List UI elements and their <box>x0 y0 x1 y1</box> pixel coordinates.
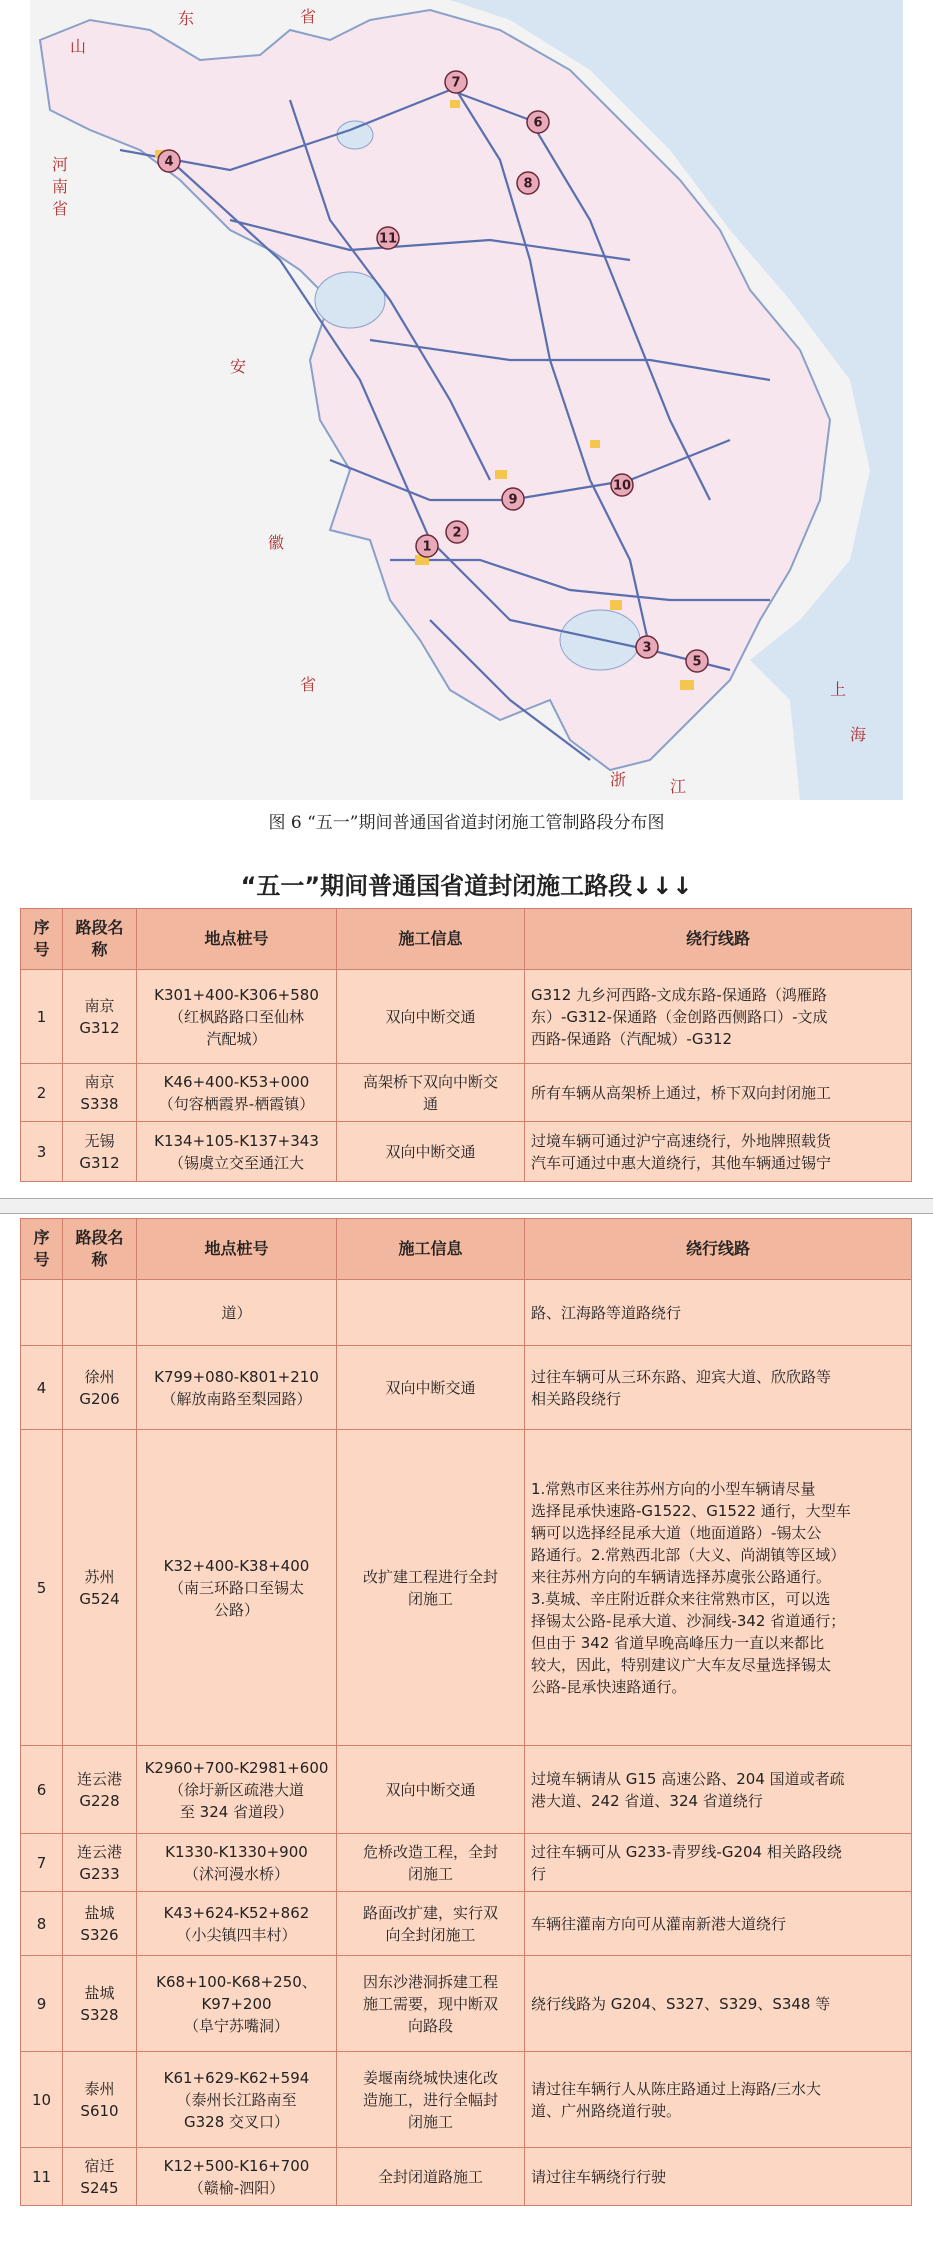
cell-line: 双向中断交通 <box>385 1378 476 1397</box>
cell-line: 向路段 <box>407 2016 453 2035</box>
cell-line: 公路） <box>213 1600 259 1619</box>
cell-line: 路、江海路等道路绕行 <box>531 1303 682 1322</box>
section-marker <box>445 71 467 93</box>
cell-line: 3.莫城、辛庄附近群众来往常熟市区，可以选 <box>531 1589 831 1608</box>
cell-line: K799+080-K801+210 <box>154 1367 319 1386</box>
neighbor-label: 山 <box>70 37 87 56</box>
cell-line: 辆可以选择经昆承大道（地面道路）-锡太公 <box>531 1523 822 1542</box>
cell-line: （解放南路至梨园路） <box>161 1389 312 1408</box>
cell-line: S245 <box>80 2178 119 2197</box>
cell-line: S338 <box>80 1094 119 1113</box>
cell-line: K46+400-K53+000 <box>163 1072 310 1091</box>
cell-line: K2960+700-K2981+600 <box>144 1758 329 1777</box>
cell-line: （句容栖霞界-栖霞镇） <box>158 1094 315 1113</box>
closure-table-page-1 <box>20 908 912 1182</box>
cell-line: （沭河漫水桥） <box>183 1864 289 1883</box>
cell-seq: 2 <box>21 1064 63 1122</box>
cell-line: 公路-昆承快速路通行。 <box>531 1677 687 1696</box>
cell-line: 东）-G312-保通路（金创路西侧路口）-文成 <box>531 1007 828 1026</box>
cell-line: S328 <box>80 2005 119 2024</box>
cell-detour <box>525 970 912 1064</box>
cell-name <box>63 2052 137 2148</box>
cell-name <box>63 1892 137 1956</box>
cell-line: 港大道、242 省道、324 省道绕行 <box>531 1791 763 1810</box>
header-seq: 序号 <box>21 909 63 970</box>
cell-seq: 8 <box>21 1892 63 1956</box>
cell-line: 路通行。2.常熟西北部（大义、尚湖镇等区域） <box>531 1545 846 1564</box>
section-marker <box>686 650 708 672</box>
table-row <box>21 1064 912 1122</box>
cell-info <box>337 1956 525 2052</box>
marker-number: 9 <box>508 492 518 508</box>
cell-name <box>63 2148 137 2206</box>
cell-seq: 4 <box>21 1346 63 1430</box>
cell-line: 向全封闭施工 <box>385 1925 476 1944</box>
cell-line: 改扩建工程进行全封 <box>362 1567 498 1586</box>
cell-line: 造施工，进行全幅封 <box>362 2090 498 2109</box>
cell-line: S610 <box>80 2101 119 2120</box>
cell-line: 相关路段绕行 <box>531 1389 622 1408</box>
cell-info <box>337 1834 525 1892</box>
cell-km <box>137 1746 337 1834</box>
cell-km <box>137 1064 337 1122</box>
header-detour: 绕行线路 <box>525 909 912 970</box>
section-marker <box>527 111 549 133</box>
marker-number: 7 <box>451 75 461 91</box>
cell-line: K61+629-K62+594 <box>163 2068 310 2087</box>
cell-km <box>137 1430 337 1746</box>
cell-line: 至 324 省道段） <box>179 1802 294 1821</box>
cell-line: 择锡太公路-昆承大道、沙洞线-342 省道通行； <box>531 1611 846 1630</box>
marker-number: 6 <box>533 115 543 131</box>
neighbor-label: 江 <box>670 777 687 796</box>
cell-line: 闭施工 <box>407 1589 453 1608</box>
cell-line: 选择昆承快速路-G1522、G1522 通行，大型车 <box>531 1501 851 1520</box>
cell-detour <box>525 1746 912 1834</box>
section-marker <box>636 636 658 658</box>
cell-line: 较大，因此，特别建议广大车友尽量选择锡太 <box>531 1655 832 1674</box>
table-row <box>21 970 912 1064</box>
cell-name <box>63 1430 137 1746</box>
cell-line: 宿迁 <box>84 2156 115 2175</box>
table-row <box>21 1280 912 1346</box>
cell-line: 全封闭道路施工 <box>377 2167 483 2186</box>
marker-number: 1 <box>422 539 432 555</box>
cell-line: 汽配城） <box>206 1029 267 1048</box>
neighbor-label: 东 <box>178 9 195 28</box>
cell-detour <box>525 1956 912 2052</box>
section-marker <box>377 227 399 249</box>
header-info: 施工信息 <box>337 909 525 970</box>
cell-line: 无锡 <box>84 1131 115 1150</box>
page-break <box>0 1198 933 1214</box>
neighbor-label: 南 <box>52 177 69 196</box>
cell-line: 危桥改造工程，全封 <box>362 1842 498 1861</box>
neighbor-label: 省 <box>300 7 317 26</box>
section-marker <box>502 488 524 510</box>
cell-line: （泰州长江路南至 <box>176 2090 297 2109</box>
cell-line: 1.常熟市区来往苏州方向的小型车辆请尽量 <box>531 1479 816 1498</box>
header-km: 地点桩号 <box>137 909 337 970</box>
cell-name <box>63 970 137 1064</box>
cell-seq: 7 <box>21 1834 63 1892</box>
marker-number: 10 <box>612 478 632 494</box>
cell-line: （南三环路口至锡太 <box>168 1578 304 1597</box>
neighbor-label: 省 <box>300 675 317 694</box>
cell-name <box>63 1346 137 1430</box>
cell-km <box>137 970 337 1064</box>
cell-info <box>337 1430 525 1746</box>
header-info: 施工信息 <box>337 1219 525 1280</box>
cell-line: G206 <box>79 1389 120 1408</box>
cell-info <box>337 1892 525 1956</box>
neighbor-label: 徽 <box>268 533 285 552</box>
cell-seq: 6 <box>21 1746 63 1834</box>
cell-seq: 1 <box>21 970 63 1064</box>
cell-info <box>337 1064 525 1122</box>
table-row <box>21 1956 912 2052</box>
cell-seq: 9 <box>21 1956 63 2052</box>
neighbor-label: 安 <box>230 357 247 376</box>
cell-line: K1330-K1330+900 <box>165 1842 308 1861</box>
cell-line: 姜堰南绕城快速化改 <box>362 2068 498 2087</box>
section-marker <box>416 535 438 557</box>
cell-detour <box>525 2052 912 2148</box>
cell-line: 南京 <box>84 996 115 1015</box>
marker-number: 11 <box>378 231 398 247</box>
cell-line: 过往车辆可从三环东路、迎宾大道、欣欣路等 <box>531 1367 832 1386</box>
neighbor-label: 海 <box>850 725 867 744</box>
neighbor-label: 河 <box>52 155 69 174</box>
marker-number: 4 <box>164 154 174 170</box>
cell-line: 过境车辆可通过沪宁高速绕行，外地牌照载货 <box>531 1131 832 1150</box>
cell-line: 请过往车辆绕行行驶 <box>531 2167 667 2186</box>
cell-name <box>63 1834 137 1892</box>
marker-number: 2 <box>452 525 462 541</box>
cell-seq: 11 <box>21 2148 63 2206</box>
cell-info <box>337 2148 525 2206</box>
cell-line: G312 <box>79 1018 120 1037</box>
cell-line: G233 <box>79 1864 120 1883</box>
cell-line: （徐圩新区疏港大道 <box>168 1780 304 1799</box>
section-marker <box>517 172 539 194</box>
cell-line: 请过往车辆行人从陈庄路通过上海路/三水大 <box>531 2079 822 2098</box>
cell-seq: 5 <box>21 1430 63 1746</box>
cell-km <box>137 1956 337 2052</box>
table-header-row <box>21 909 912 970</box>
cell-line: 来往苏州方向的车辆请选择苏虞张公路通行。 <box>531 1567 832 1586</box>
cell-line: （锡虞立交至通江大 <box>168 1153 304 1172</box>
cell-km <box>137 1122 337 1182</box>
cell-line: K12+500-K16+700 <box>163 2156 310 2175</box>
cell-name <box>63 1122 137 1182</box>
cell-line: 苏州 <box>84 1567 115 1586</box>
cell-line: 过往车辆可从 G233-青罗线-G204 相关路段绕 <box>531 1842 842 1861</box>
cell-line: 高架桥下双向中断交 <box>362 1072 498 1091</box>
cell-seq: 10 <box>21 2052 63 2148</box>
cell-km <box>137 1892 337 1956</box>
cell-line: 但由于 342 省道早晚高峰压力一直以来都比 <box>531 1633 825 1652</box>
section-title: “五一”期间普通国省道封闭施工路段↓↓↓ <box>240 872 693 900</box>
cell-line: 因东沙港洞拆建工程 <box>362 1972 498 1991</box>
cell-line: K134+105-K137+343 <box>154 1131 319 1150</box>
cell-line: 双向中断交通 <box>385 1142 476 1161</box>
cell-line: 泰州 <box>84 2079 115 2098</box>
cell-line: 施工需要，现中断双 <box>362 1994 498 2013</box>
cell-name <box>63 1746 137 1834</box>
figure-caption: 图 6 “五一”期间普通国省道封闭施工管制路段分布图 <box>268 813 665 833</box>
cell-line: 通 <box>422 1094 438 1113</box>
cell-detour <box>525 1892 912 1956</box>
cell-km <box>137 1346 337 1430</box>
header-name: 路段名称 <box>63 909 137 970</box>
header-km: 地点桩号 <box>137 1219 337 1280</box>
cell-km <box>137 2052 337 2148</box>
cell-line: S326 <box>80 1925 119 1944</box>
cell-info <box>337 1280 525 1346</box>
cell-line: 路面改扩建，实行双 <box>362 1903 498 1922</box>
cell-line: K68+100-K68+250、 <box>156 1972 317 1991</box>
cell-km <box>137 1834 337 1892</box>
cell-line: 车辆往灌南方向可从灌南新港大道绕行 <box>531 1914 787 1933</box>
cell-km <box>137 1280 337 1346</box>
marker-number: 5 <box>692 654 702 670</box>
cell-line: （阜宁苏嘴洞） <box>183 2016 289 2035</box>
cell-line: K43+624-K52+862 <box>163 1903 310 1922</box>
cell-line: （小尖镇四丰村） <box>176 1925 297 1944</box>
neighbor-label: 浙 <box>610 770 627 789</box>
cell-line: （赣榆-泗阳） <box>188 2178 285 2197</box>
cell-info <box>337 2052 525 2148</box>
marker-number: 8 <box>523 176 533 192</box>
cell-km <box>137 2148 337 2206</box>
cell-line: 绕行线路为 G204、S327、S329、S348 等 <box>531 1994 831 2013</box>
cell-line: （红枫路路口至仙林 <box>168 1007 304 1026</box>
cell-line: 闭施工 <box>407 2112 453 2131</box>
cell-line: G228 <box>79 1791 120 1810</box>
table-row <box>21 1122 912 1182</box>
cell-line: 连云港 <box>76 1842 122 1861</box>
table-row <box>21 2052 912 2148</box>
cell-name <box>63 1064 137 1122</box>
cell-info <box>337 970 525 1064</box>
cell-detour <box>525 1064 912 1122</box>
cell-line: 道） <box>221 1303 252 1322</box>
cell-name <box>63 1956 137 2052</box>
cell-line: 徐州 <box>84 1367 115 1386</box>
closure-table-page-2 <box>20 1218 912 2206</box>
neighbor-label: 省 <box>52 199 69 218</box>
cell-line: 行 <box>531 1864 547 1883</box>
table-row <box>21 1892 912 1956</box>
table-row <box>21 1746 912 1834</box>
section-marker <box>611 474 633 496</box>
cell-detour <box>525 2148 912 2206</box>
table-row <box>21 1346 912 1430</box>
header-name: 路段名称 <box>63 1219 137 1280</box>
cell-detour <box>525 1346 912 1430</box>
cell-line: 盐城 <box>84 1903 115 1922</box>
cell-name <box>63 1280 137 1346</box>
cell-line: G524 <box>79 1589 120 1608</box>
table-header-row <box>21 1219 912 1280</box>
cell-line: G312 <box>79 1153 120 1172</box>
section-marker <box>158 150 180 172</box>
cell-line: 双向中断交通 <box>385 1007 476 1026</box>
cell-detour <box>525 1430 912 1746</box>
cell-seq <box>21 1280 63 1346</box>
cell-line: K301+400-K306+580 <box>154 985 319 1004</box>
cell-seq: 3 <box>21 1122 63 1182</box>
cell-detour <box>525 1122 912 1182</box>
cell-line: 西路-保通路（汽配城）-G312 <box>531 1029 733 1048</box>
map-canvas <box>30 0 903 800</box>
table-row <box>21 1834 912 1892</box>
cell-line: 所有车辆从高架桥上通过，桥下双向封闭施工 <box>531 1083 832 1102</box>
cell-line: 盐城 <box>84 1983 115 2002</box>
cell-info <box>337 1346 525 1430</box>
header-detour: 绕行线路 <box>525 1219 912 1280</box>
cell-line: G328 交叉口） <box>183 2112 290 2131</box>
cell-line: K97+200 <box>201 1994 272 2013</box>
cell-info <box>337 1122 525 1182</box>
cell-detour <box>525 1834 912 1892</box>
cell-info <box>337 1746 525 1834</box>
neighbor-label: 上 <box>830 680 847 699</box>
marker-number: 3 <box>642 640 652 656</box>
cell-line: G312 九乡河西路-文成东路-保通路（鸿雁路 <box>531 985 827 1004</box>
cell-detour <box>525 1280 912 1346</box>
table-row <box>21 1430 912 1746</box>
cell-line: 道、广州路绕道行驶。 <box>531 2101 682 2120</box>
section-marker <box>446 521 468 543</box>
cell-line: 闭施工 <box>407 1864 453 1883</box>
cell-line: K32+400-K38+400 <box>163 1556 310 1575</box>
cell-line: 连云港 <box>76 1769 122 1788</box>
cell-line: 汽车可通过中惠大道绕行，其他车辆通过锡宁 <box>531 1153 832 1172</box>
province-map <box>30 0 903 800</box>
cell-line: 南京 <box>84 1072 115 1091</box>
table-row <box>21 2148 912 2206</box>
cell-line: 过境车辆请从 G15 高速公路、204 国道或者疏 <box>531 1769 845 1788</box>
header-seq: 序号 <box>21 1219 63 1280</box>
cell-line: 双向中断交通 <box>385 1780 476 1799</box>
